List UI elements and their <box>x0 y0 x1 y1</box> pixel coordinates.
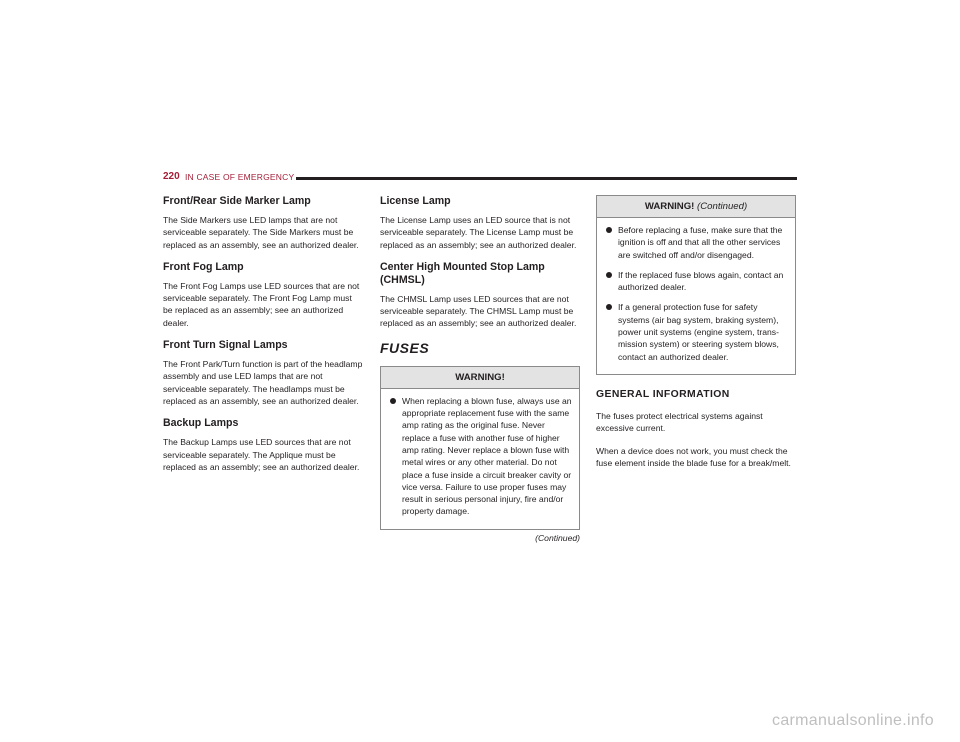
side-marker-paragraph: The Side Markers use LED lamps that are not serviceable separately. The Side Markers must be replaced as an assembly, see an authorized dealer. <box>163 215 359 250</box>
warning-bullet-text: If a general protection fuse for safety systems (air bag system, braking system), power unit systems (engine system, trans-mission system) or steering system blows, contact an authorized dealer. <box>618 302 779 362</box>
turn-signal-heading: Front Turn Signal Lamps <box>163 339 288 352</box>
bullet-dot-icon <box>606 304 612 310</box>
warning-bullet-text: If the replaced fuse blows again, contact an authorized dealer. <box>618 269 784 293</box>
warning-title: WARNING! <box>381 367 579 389</box>
bullet-dot-icon <box>606 272 612 278</box>
backup-lamp-paragraph: The Backup Lamps use LED sources that are not serviceable separately. The Applique must be replaced as an assembly; see an authorized dealer. <box>163 437 360 472</box>
column-right <box>596 195 796 479</box>
warning-continued-text: (Continued) <box>697 201 748 212</box>
general-info-paragraph-1: The fuses protect electrical systems against excessive current. <box>596 410 763 434</box>
fog-lamp-paragraph: The Front Fog Lamps use LED sources that are not serviceable separately. The Front Fog Lamp must be replaced as an assembly; see an authorized dealer. <box>163 280 360 328</box>
chmsl-paragraph: The CHMSL Lamp uses LED sources that are not serviceable separately. The CHMSL Lamp must be replaced as an assembly; see an authorized dealer. <box>380 293 577 329</box>
column-middle <box>380 195 580 543</box>
warning-title-text: WARNING! <box>644 201 695 212</box>
warning-box <box>380 366 580 530</box>
fog-lamp-heading: Front Fog Lamp <box>163 260 244 273</box>
warning-title-continued <box>597 196 795 218</box>
bullet-dot-icon <box>390 398 396 404</box>
warning-bullet-text: When replacing a blown fuse, always use an appropriate replacement fuse with the same amp rating as the original fuse. Never replace a fuse with another fuse of higher amp rating. Never replace a blown fuse with metal wires or any other material. Do not place a fuse inside a circuit breaker cavity or vice versa. Failure to use proper fuses may result in serious personal injury, fire and/or property damage. <box>402 395 572 517</box>
general-info-paragraph-2: When a device does not work, you must check the fuse element inside the blade fuse for a break/melt. <box>596 445 791 468</box>
license-lamp-paragraph: The License Lamp uses an LED source that is not serviceable separately. The License Lamp must be replaced as an assembly; see an authorized dealer. <box>380 215 577 250</box>
backup-lamp-heading: Backup Lamps <box>163 417 239 430</box>
page-number: 220 <box>163 171 180 182</box>
side-marker-heading: Front/Rear Side Marker Lamp <box>163 195 311 207</box>
fuses-heading: FUSES <box>380 339 430 356</box>
section-title: IN CASE OF EMERGENCY <box>185 172 295 182</box>
page-header <box>163 171 797 185</box>
warning-bullet-2 <box>603 269 789 294</box>
license-lamp-heading: License Lamp <box>380 195 451 207</box>
column-left <box>163 195 363 483</box>
continued-label: (Continued) <box>535 532 580 543</box>
watermark: carmanualsonline.info <box>772 712 934 729</box>
warning-bullet-1 <box>603 224 789 261</box>
warning-bullet-3 <box>603 301 789 362</box>
turn-signal-paragraph: The Front Park/Turn function is part of the headlamp assembly and use LED lamps that are not serviceable separately. The headlamps must be replaced as an assembly, see an authorized dealer. <box>163 359 363 406</box>
chmsl-heading: Center High Mounted Stop Lamp (CHMSL) <box>380 260 545 286</box>
header-rule <box>296 177 797 180</box>
warning-bullet-text: Before replacing a fuse, make sure that the ignition is off and that all the other services are switched off and/or disengaged. <box>618 225 783 260</box>
bullet-dot-icon <box>606 227 612 233</box>
warning-bullet <box>387 395 573 518</box>
general-information-heading: GENERAL INFORMATION <box>596 388 730 400</box>
warning-box-continued <box>596 195 796 375</box>
